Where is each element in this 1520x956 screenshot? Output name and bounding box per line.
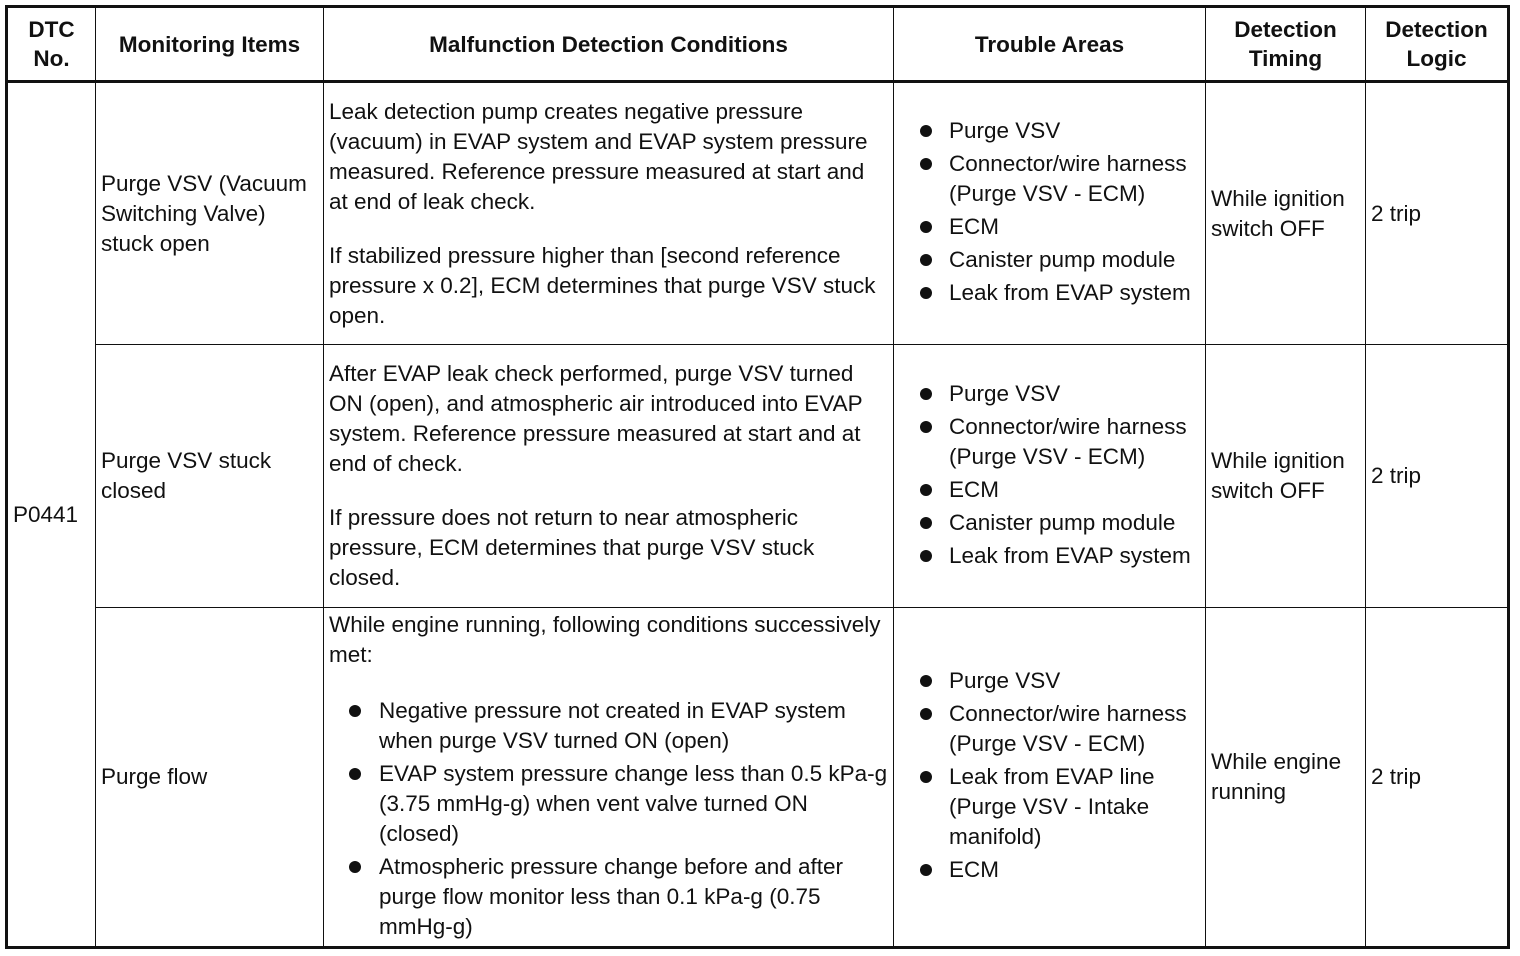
detection-conditions [324,345,894,608]
condition-text: Leak detection pump creates negative pressure (vacuum) in EVAP system and EVAP system pressure measured. Reference pressure measured at start and at end of leak check. [329,98,868,214]
list-item: EVAP system pressure change less than 0.5 kPa-g (3.75 mmHg-g) when vent valve turned ON (closed) [329,759,888,849]
detection-timing: While ignition switch OFF [1206,345,1366,608]
bullet-icon [349,705,361,717]
condition-text: If stabilized pressure higher than [second reference pressure x 0.2], ECM determines that purge VSV stuck open. [329,242,876,328]
header-detection-logic: Detection Logic [1366,7,1509,82]
header-trouble-areas: Trouble Areas [894,7,1206,82]
bullet-icon [920,388,932,400]
bullet-icon [920,771,932,783]
detection-conditions [324,82,894,345]
list-item: Atmospheric pressure change before and after purge flow monitor less than 0.1 kPa-g (0.75 mmHg-g) [329,852,888,942]
bullet-icon [920,864,932,876]
condition-text: While engine running, following conditions successively met: [329,611,881,667]
trouble-areas [894,82,1206,345]
monitoring-item: Purge flow [96,608,324,948]
table-row [7,82,1509,345]
bullet-icon [349,768,361,780]
list-item: Negative pressure not created in EVAP system when purge VSV turned ON (open) [329,696,888,756]
detection-timing: While ignition switch OFF [1206,82,1366,345]
bullet-icon [920,517,932,529]
bullet-icon [920,125,932,137]
detection-logic: 2 trip [1366,82,1509,345]
list-item: Connector/wire harness (Purge VSV - ECM) [899,149,1200,209]
detection-logic: 2 trip [1366,608,1509,948]
list-item: Purge VSV [899,379,1200,409]
bullet-icon [920,254,932,266]
condition-text: If pressure does not return to near atmospheric pressure, ECM determines that purge VSV stuck closed. [329,505,815,590]
header-detection-timing: Detection Timing [1206,7,1366,82]
header-monitoring-items: Monitoring Items [96,7,324,82]
list-item: Leak from EVAP line (Purge VSV - Intake manifold) [899,762,1200,852]
bullet-icon [920,421,932,433]
list-item: Connector/wire harness (Purge VSV - ECM) [899,699,1200,759]
header-dtc-no: DTC No. [7,7,96,82]
detection-timing: While engine running [1206,608,1366,948]
dtc-table [5,5,1510,949]
trouble-areas [894,345,1206,608]
bullet-icon [920,708,932,720]
list-item: ECM [899,475,1200,505]
header-malfunction-conditions: Malfunction Detection Conditions [324,7,894,82]
bullet-icon [920,221,932,233]
table-row [7,608,1509,948]
bullet-icon [920,550,932,562]
list-item: Purge VSV [899,666,1200,696]
list-item: Canister pump module [899,245,1200,275]
monitoring-item: Purge VSV (Vacuum Switching Valve) stuck open [96,82,324,345]
bullet-icon [920,158,932,170]
list-item: ECM [899,212,1200,242]
bullet-icon [920,675,932,687]
list-item: Leak from EVAP system [899,541,1200,571]
list-item: ECM [899,855,1200,885]
dtc-code: P0441 [7,82,96,948]
table-row [7,345,1509,608]
bullet-icon [349,861,361,873]
detection-conditions [324,608,894,948]
monitoring-item: Purge VSV stuck closed [96,345,324,608]
list-item: Connector/wire harness (Purge VSV - ECM) [899,412,1200,472]
detection-logic: 2 trip [1366,345,1509,608]
trouble-areas [894,608,1206,948]
list-item: Purge VSV [899,116,1200,146]
bullet-icon [920,484,932,496]
list-item: Canister pump module [899,508,1200,538]
list-item: Leak from EVAP system [899,278,1200,308]
condition-text: After EVAP leak check performed, purge VSV turned ON (open), and atmospheric air introduced into EVAP system. Reference pressure measured at start and at end of check. [329,361,863,476]
bullet-icon [920,287,932,299]
header-row [7,7,1509,82]
